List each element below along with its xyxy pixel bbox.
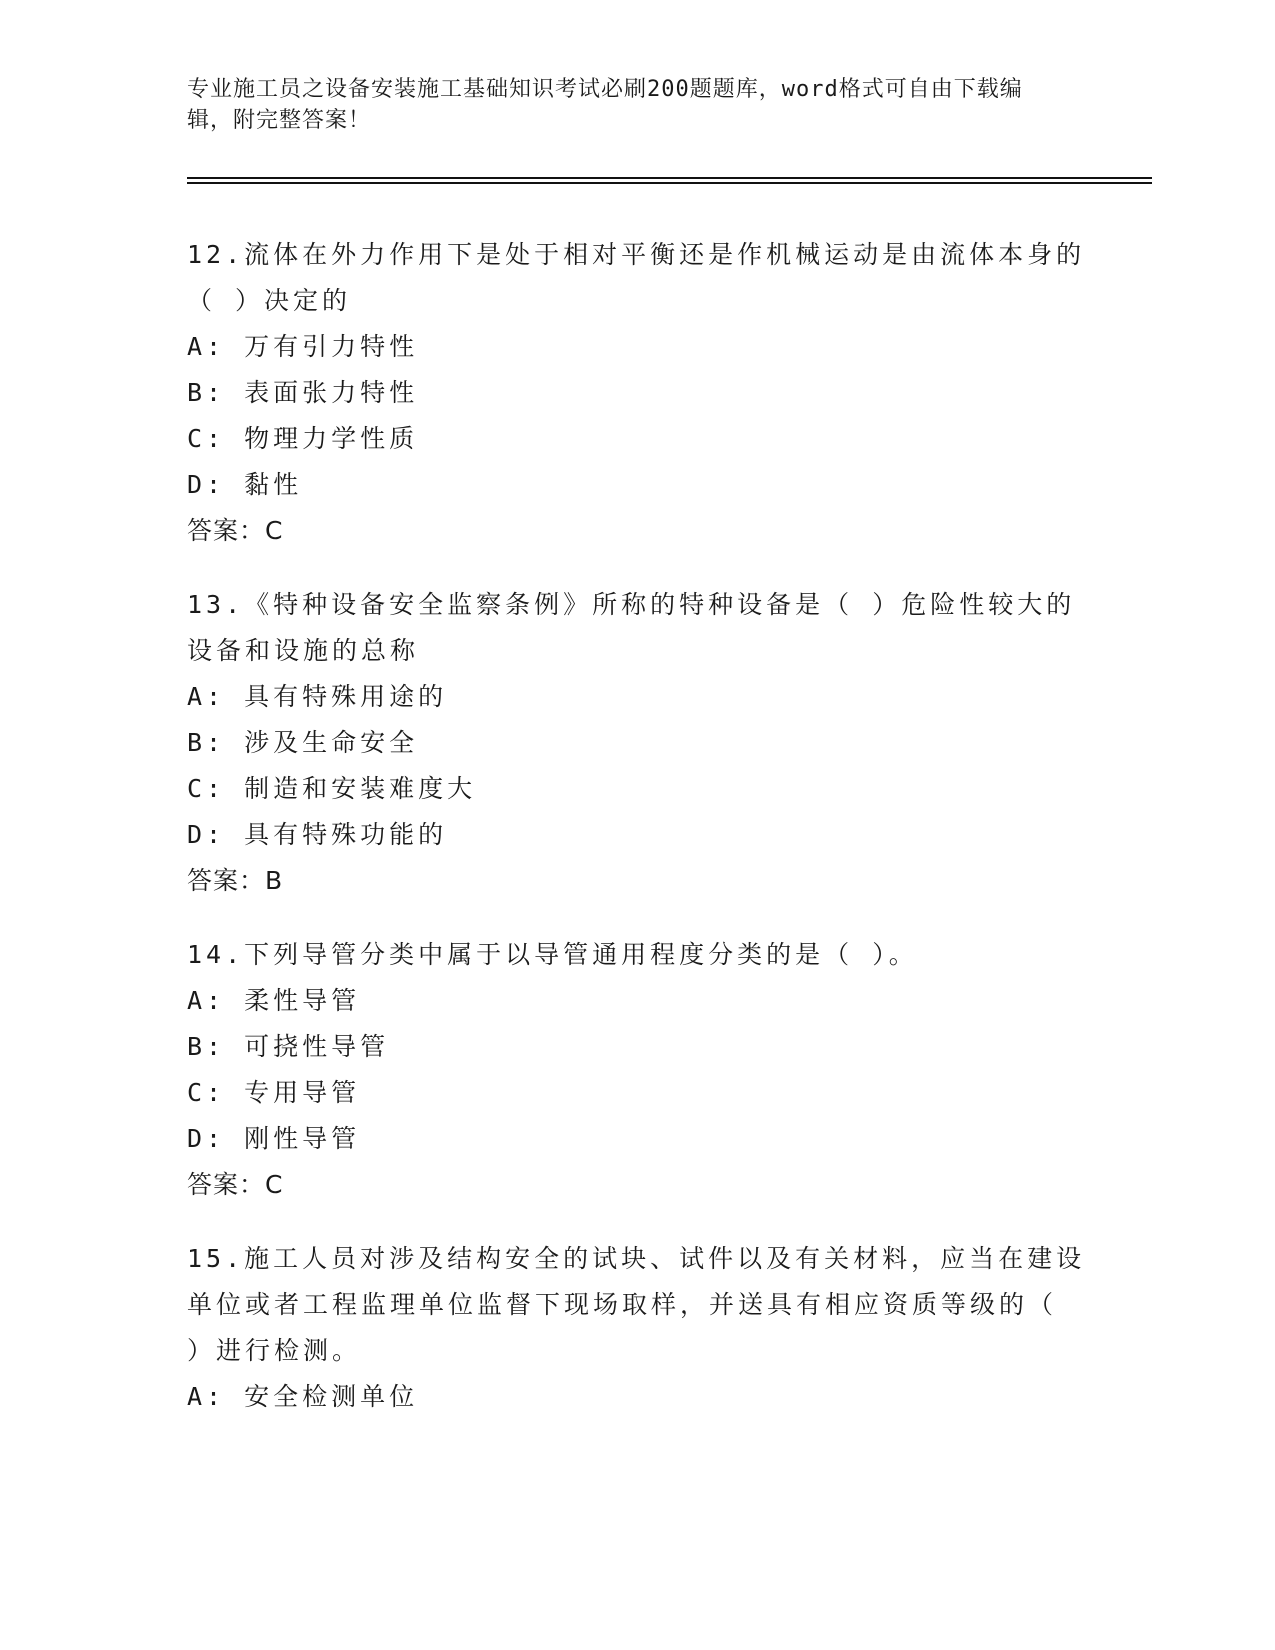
- option-c: C: 专用导管: [187, 1078, 361, 1107]
- answer-line: 答案：C: [187, 1170, 284, 1199]
- question-stem: 15.施工人员对涉及结构安全的试块、试件以及有关材料，应当在建设单位或者工程监理单位监督下现场取样，并送具有相应资质等级的（ ）进行检测。: [187, 1244, 1086, 1365]
- option-b: B: 可挠性导管: [187, 1032, 390, 1061]
- option-a: A: 具有特殊用途的: [187, 682, 448, 711]
- question-14: [187, 932, 1087, 1208]
- option-b: B: 表面张力特性: [187, 378, 419, 407]
- answer-line: 答案：C: [187, 516, 284, 545]
- question-list: [187, 232, 1087, 1448]
- document-header: 专业施工员之设备安装施工基础知识考试必刷200题题库，word格式可自由下载编辑，附完整答案！: [187, 77, 1023, 133]
- option-d: D: 黏性: [187, 470, 303, 499]
- question-stem: 13.《特种设备安全监察条例》所称的特种设备是（ ）危险性较大的设备和设施的总称: [187, 590, 1076, 665]
- option-b: B: 涉及生命安全: [187, 728, 419, 757]
- question-stem: 14.下列导管分类中属于以导管通用程度分类的是（ ）。: [187, 940, 918, 969]
- header-divider-top: [187, 177, 1152, 179]
- option-a: A: 柔性导管: [187, 986, 361, 1015]
- question-15: [187, 1236, 1087, 1420]
- question-stem: 12.流体在外力作用下是处于相对平衡还是作机械运动是由流体本身的（ ）决定的: [187, 240, 1086, 315]
- option-d: D: 刚性导管: [187, 1124, 361, 1153]
- header-divider-bottom: [187, 182, 1152, 184]
- option-a: A: 安全检测单位: [187, 1382, 419, 1411]
- question-12: [187, 232, 1087, 554]
- option-d: D: 具有特殊功能的: [187, 820, 448, 849]
- option-a: A: 万有引力特性: [187, 332, 419, 361]
- question-13: [187, 582, 1087, 904]
- option-c: C: 物理力学性质: [187, 424, 419, 453]
- option-c: C: 制造和安装难度大: [187, 774, 477, 803]
- answer-line: 答案：B: [187, 866, 284, 895]
